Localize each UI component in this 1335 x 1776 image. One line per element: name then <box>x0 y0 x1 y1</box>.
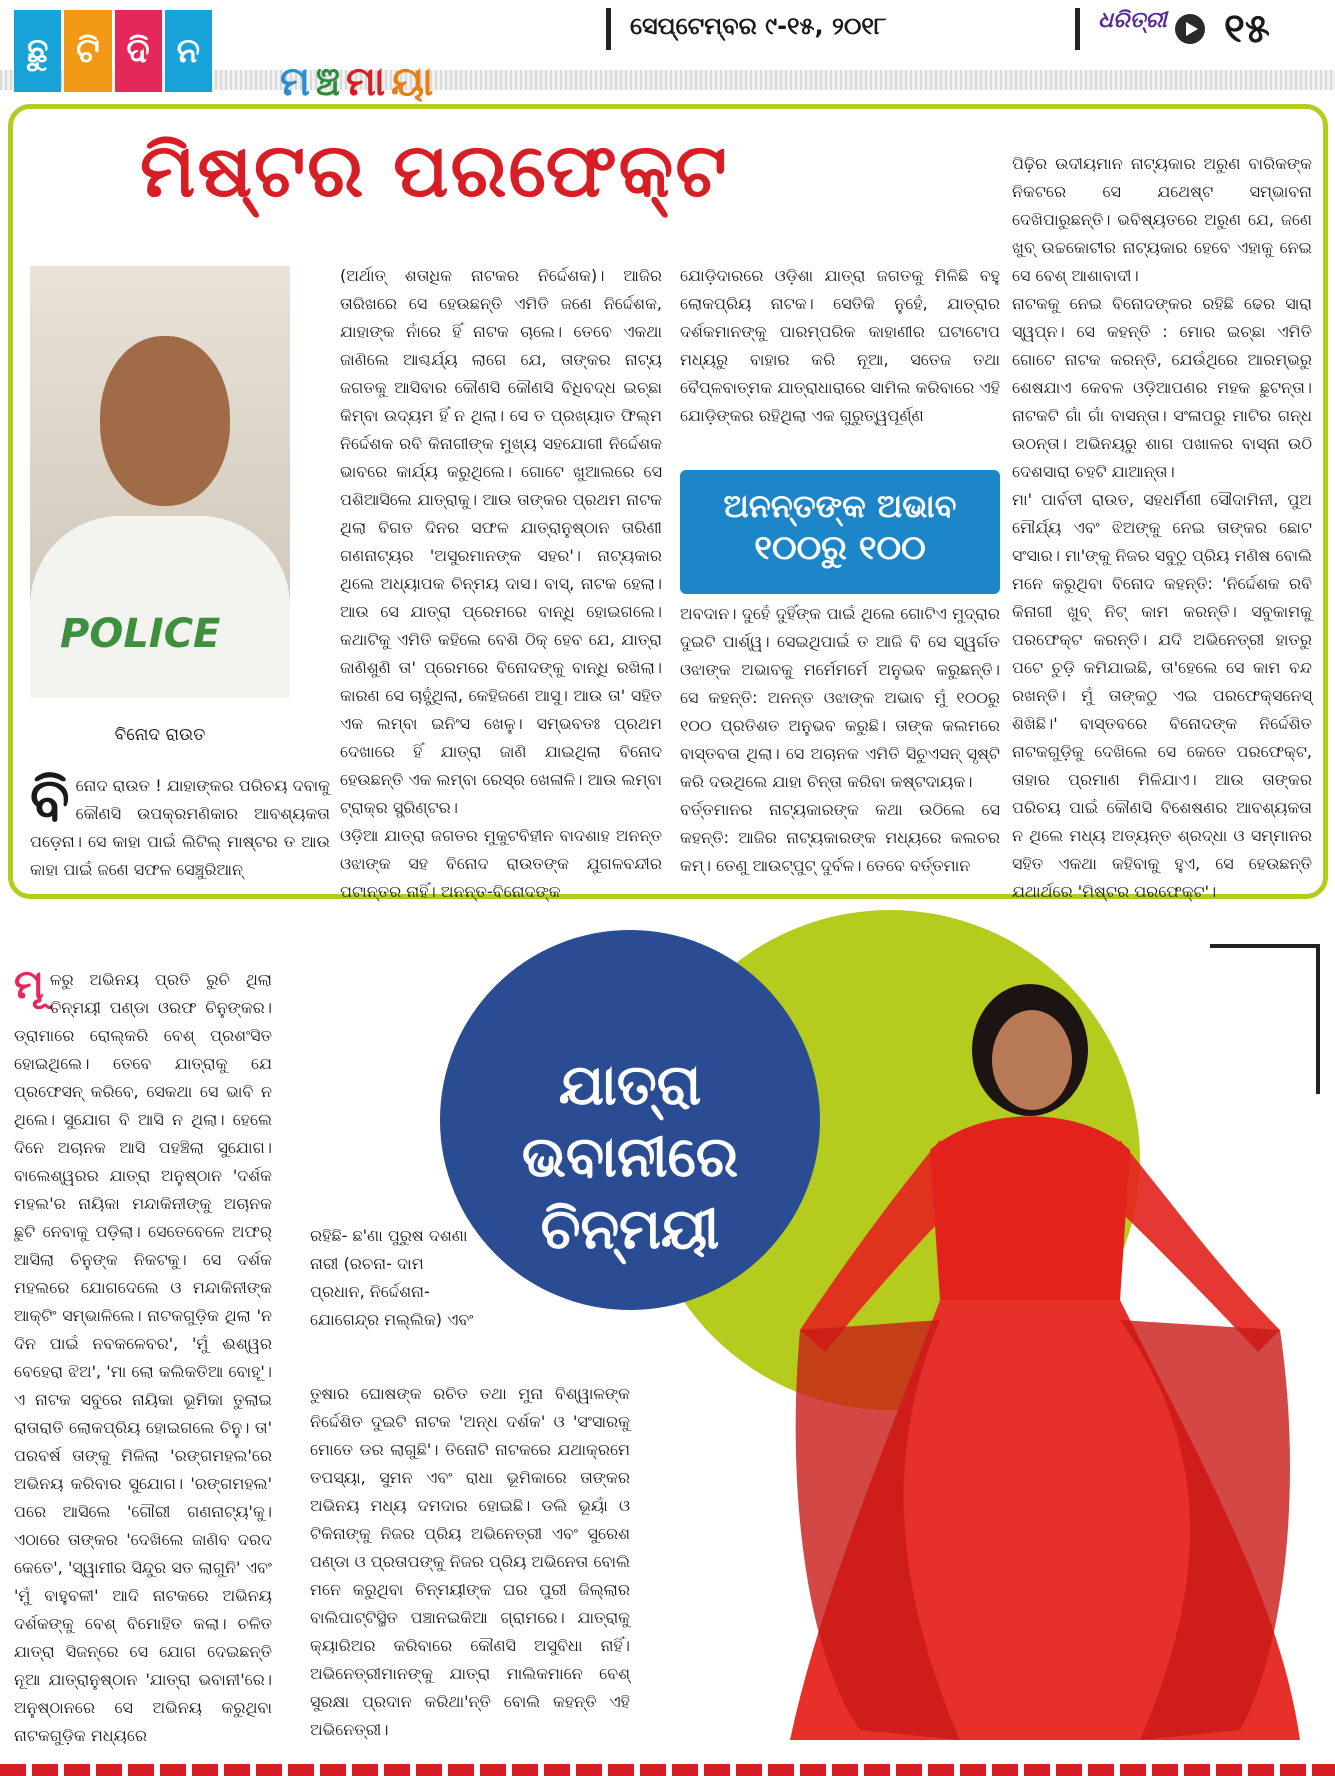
photo-shirt-text: POLICE <box>60 611 221 657</box>
section-letter: ମା <box>346 59 386 105</box>
story1-col4: ପିଢ଼ିର ଉଦୀୟମାନ ନାଟ୍ୟକାର ଅରୁଣ ବାରିକଙ୍କ ନିକଟରେ ସେ ଯଥେଷ୍ଟ ସମ୍ଭାବନା ଦେଖିପାରୁଛନ୍ତି। ଭବିଷ୍ୟତରେ ଅରୁଣ ଯେ, ଜଣେ ଖୁବ୍ ଉଚ୍ଚକୋଟୀର ନାଟ୍ୟକାର ହେବେ ଏହାକୁ ନେଇ ସେ ବେଶ୍ ଆଶାବାଦୀ। ନାଟକକୁ ନେଇ ବିନୋଦଙ୍କର ରହିଛି ଢେର ସାରା ସ୍ୱପ୍ନ। ସେ କହନ୍ତି : ମୋର ଇଚ୍ଛା ଏମିତି ଗୋଟେ ନାଟକ କରନ୍ତି, ଯେଉଁଥିରେ ଆରମ୍ଭରୁ ଶେଷଯାଏ କେବଳ ଓଡ଼ିଆପଣର ମହକ ଛୁଟନ୍ତା। ନାଟକଟି ଗାଁ ଗାଁ ବାସନ୍ତା। ସଂଳାପରୁ ମାଟିର ଗନ୍ଧ ଉଠନ୍ତା। ଅଭିନୟରୁ ଶାଗ ପଖାଳର ବାସ୍ନା ଉଠି ଦେଶସାରା ଚହଟି ଯାଆନ୍ତା। ମା' ପାର୍ବତୀ ରାଉତ, ସହଧର୍ମିଣୀ ସୌଦାମିନୀ, ପୁଅ ମୌର୍ଯ୍ୟ ଏବଂ ଝିଅଙ୍କୁ ନେଇ ତାଙ୍କର ଛୋଟ ସଂସାର। ମା'ଙ୍କୁ ନିଜର ସବୁଠୁ ପ୍ରିୟ ମଣିଷ ବୋଲି ମନେ କରୁଥିବା ବିନୋଦ କହନ୍ତି: 'ନିର୍ଦ୍ଦେଶକ ରବି କିନାଗୀ ଖୁବ୍ ନିଟ୍ କାମ କରନ୍ତି। ସବୁକାମକୁ ପରଫେକ୍ଟ କରନ୍ତି। ଯଦି ଅଭିନେତ୍ରୀ ହାତରୁ ପଟେ ଚୁଡ଼ି କମିଯାଇଛି, ତା'ହେଲେ ସେ କାମ ବନ୍ଦ ରଖନ୍ତି। ମୁଁ ତାଙ୍କଠୁ ଏଇ ପରଫେକ୍ସନେସ୍ ଶିଖିଛି।' ବାସ୍ତବରେ ବିନୋଦଙ୍କ ନିର୍ଦ୍ଦେଶିତ ନାଟକଗୁଡ଼ିକୁ ଦେଖିଲେ ସେ କେତେ ପରଫେକ୍ଟ, ତାହାର ପ୍ରମାଣ ମିଳିଯାଏ। ଆଉ ତାଙ୍କର ପରିଚୟ ପାଇଁ କୌଣସି ବିଶେଷଣର ଆବଶ୍ୟକତା ନ ଥିଲେ ମଧ୍ୟ ଅତ୍ୟନ୍ତ ଶ୍ରଦ୍ଧା ଓ ସମ୍ମାନର ସହିତ ଏକଥା କହିବାକୁ ହୁଏ, ସେ ହେଉଛନ୍ତି ଯଥାର୍ଥରେ 'ମିଷ୍ଟର ପରଫେକ୍ଟ'। <box>1012 154 1312 901</box>
masthead <box>14 10 212 92</box>
page-number: ୧୫ <box>1224 6 1270 52</box>
pull-quote-line1: ଅନନ୍ତଙ୍କ ଅଭାବ <box>723 487 957 525</box>
dropcap: ମୂ <box>14 962 44 1008</box>
header-divider <box>1075 8 1080 50</box>
section-letter: ୟା <box>391 59 434 105</box>
pull-quote-box <box>680 470 1000 594</box>
story1-col2: (ଅର୍ଥାତ୍ ଶତାଧିକ ନାଟକର ନିର୍ଦ୍ଦେଶକ)। ଆଜିର ତାରିଖରେ ସେ ହେଉଛନ୍ତି ଏମିତି ଜଣେ ନିର୍ଦ୍ଦେଶକ, ଯାହାଙ୍କ ନାଁରେ ହିଁ ନାଟକ ଚାଲେ। ତେବେ ଏକଥା ଜାଣିଲେ ଆଶ୍ଚର୍ଯ୍ୟ ଲାଗେ ଯେ, ତାଙ୍କର ନାଟ୍ୟ ଜଗତକୁ ଆସିବାର କୌଣସି କୌଣସି ବିଧିବଦ୍ଧ ଇଚ୍ଛା କିମ୍ବା ଉଦ୍ୟମ ହିଁ ନ ଥିଲା। ସେ ତ ପ୍ରଖ୍ୟାତ ଫିଲ୍ମ ନିର୍ଦ୍ଦେଶକ ରବି କିନାଗୀଙ୍କ ମୁଖ୍ୟ ସହଯୋଗୀ ନିର୍ଦ୍ଦେଶକ ଭାବରେ କାର୍ଯ୍ୟ କରୁଥିଲେ। ଗୋଟେ ଖୁଆଲରେ ସେ ପଶିଆସିଲେ ଯାତ୍ରାକୁ। ଆଉ ତାଙ୍କର ପ୍ରଥମ ନାଟକ ଥିଲା ବିଗତ ଦିନର ସଫଳ ଯାତ୍ରାନୁଷ୍ଠାନ ତାରିଣୀ ଗଣନାଟ୍ୟର 'ଅସୁରମାନଙ୍କ ସହର'। ନାଟ୍ୟକାର ଥିଲେ ଅଧ୍ୟାପକ ଚିନ୍ମୟ ଦାସ। ବାସ୍, ନାଟକ ହେଲା। ଆଉ ସେ ଯାତ୍ରା ପ୍ରେମରେ ବାନ୍ଧି ହୋଇଗଲେ। କଥାଟିକୁ ଏମିତି କହିଲେ ବେଶି ଠିକ୍ ହେବ ଯେ, ଯାତ୍ରା ଜାଣିଶୁଣି ତା' ପ୍ରେମରେ ବିନୋଦଙ୍କୁ ବାନ୍ଧି ରଖିଲା। କାରଣ ସେ ଚାହୁଁଥିଲା, କେହିଜଣେ ଆସୁ। ଆଉ ତା' ସହିତ ଏକ ଲମ୍ବା ଇନିଂସ ଖେଳୁ। ସମ୍ଭବତଃ ପ୍ରଥମ ଦେଖାରେ ହିଁ ଯାତ୍ରା ଜାଣି ଯାଇଥିଲା ବିନୋଦ ହେଉଛନ୍ତି ଏକ ଲମ୍ବା ରେସ୍‌ର ଖେଳାଳି। ଆଉ ଲମ୍ବା ଟ୍ରାକ୍‌ର ସ୍ପ୍ରିଣ୍ଟର। ଓଡ଼ିଆ ଯାତ୍ରା ଜଗତର ମୁକୁଟବିହୀନ ବାଦଶାହ ଅନନ୍ତ ଓଝାଙ୍କ ସହ ବିନୋଦ ରାଉତଙ୍କ ଯୁଗଳବନ୍ଦୀର ପଟାନ୍ତର ନାହିଁ। ଅନନ୍ତ-ବିନୋଦଙ୍କ <box>340 266 662 901</box>
story1-col1-text: ନୋଦ ରାଉତ ! ଯାହାଙ୍କର ପରିଚୟ ଦବାକୁ କୌଣସି ଉପକ୍ରମଣିକାର ଆବଶ୍ୟକତା ପଡ଼େନା। ସେ କାହା ପାଇଁ ଲିଟିଲ୍ ମାଷ୍ଟର ତ ଆଉ କାହା ପାଇଁ ଜଣେ ସଫଳ ସେଞ୍ଚୁରିଆନ୍ <box>30 776 330 879</box>
header-divider <box>606 8 611 50</box>
story1-headline: ମିଷ୍ଟର ପରଫେକ୍ଟ <box>140 128 729 214</box>
pull-quote-line2: ୧୦୦ରୁ ୧୦୦ <box>754 528 926 568</box>
masthead-tile: ଛୁ <box>14 10 61 92</box>
issue-date: ସେପ୍ଟେମ୍ବର ୯-୧୫, ୨୦୧୮ <box>630 12 887 40</box>
story2-col1-text: ଳରୁ ଅଭିନୟ ପ୍ରତି ରୁଚି ଥିଲା ଚିନ୍ମୟୀ ପଣ୍ଡା ଓରଫ ଚିନୁଙ୍କର। ଡ୍ରାମାରେ ରୋଲ୍‌କରି ବେଶ୍ ପ୍ରଶଂସିତ ହୋଇଥିଲେ। ତେବେ ଯାତ୍ରାକୁ ଯେ ପ୍ରଫେସନ୍ କରିବେ, ସେକଥା ସେ ଭାବି ନ ଥିଲେ। ସୁଯୋଗ ବି ଆସି ନ ଥିଲା। ହେଲେ ଦିନେ ଅଚାନକ ଆସି ପହଞ୍ଚିଲା ସୁଯୋଗ। ବାଲେଶ୍ୱରର ଯାତ୍ରା ଅନୁଷ୍ଠାନ 'ଦର୍ଶକ ମହଲ'ର ନାୟିକା ମନ୍ଦାକିନୀଙ୍କୁ ଅଚାନକ ଛୁଟି ନେବାକୁ ପଡ଼ିଲା। ସେତେବେଳେ ଅଫର୍ ଆସିଲା ଚିନୁଙ୍କ ନିକଟକୁ। ସେ ଦର୍ଶକ ମହଲରେ ଯୋଗଦେଲେ ଓ ମନ୍ଦାକିନୀଙ୍କ ଆକ୍ଟିଂ ସମ୍ଭାଳିଲେ। ନାଟକଗୁଡ଼ିକ ଥିଲା 'ନ ଦିନ ପାଇଁ ନବକଳେବର', 'ମୁଁ ଈଶ୍ୱର ବେହେରା ଝିଅ', 'ମା ଲୋ କଲିକତିଆ ବୋହୂ'। ଏ ନାଟକ ସବୁରେ ନାୟିକା ଭୂମିକା ତୁଲାଇ ରାତାରାତି ଲୋକପ୍ରିୟ ହୋଇଗଲେ ଚିନୁ। ତା' ପରବର୍ଷ ତାଙ୍କୁ ମିଳିଲା 'ରଙ୍ଗମହଲ'ରେ ଅଭିନୟ କରିବାର ସୁଯୋଗ। 'ରଙ୍ଗମହଲ' ପରେ ଆସିଲେ 'ଗୌରୀ ଗଣନାଟ୍ୟ'କୁ। ଏଠାରେ ତାଙ୍କର 'ଦେଖିଲେ ଜାଣିବ ଦରଦ କେତେ', 'ସ୍ୱାମୀର ସିନ୍ଦୁର ସତ ଲାଗୁନି' ଏବଂ 'ମୁଁ ବାହୁବଳୀ' ଆଦି ନାଟକରେ ଅଭିନୟ ଦର୍ଶକଙ୍କୁ ବେଶ୍ ବିମୋହିତ କଲା। ଚଳିତ ଯାତ୍ରା ସିଜନ୍‌ରେ ସେ ଯୋଗ ଦେଇଛନ୍ତି ନୂଆ ଯାତ୍ରାନୁଷ୍ଠାନ 'ଯାତ୍ରା ଭବାନୀ'ରେ। ଅନୁଷ୍ଠାନରେ ସେ ଅଭିନୟ କରୁଥିବା ନାଟକଗୁଡ଼ିକ ମଧ୍ୟରେ <box>14 970 272 1745</box>
section-title <box>280 56 590 108</box>
actress-photo <box>780 900 1320 1760</box>
masthead-tile: ଦି <box>115 10 162 92</box>
play-icon <box>1175 14 1205 44</box>
section-letter: ମ <box>280 59 310 105</box>
portrait-photo <box>30 266 290 698</box>
story1-col1 <box>30 765 330 892</box>
photo-caption: ବିନୋଦ ରାଉତ <box>114 725 206 745</box>
story2-headline-line: ଯାତ୍ରା <box>558 1053 702 1118</box>
story2-headline <box>470 1050 790 1266</box>
dropcap: ବି <box>30 765 70 833</box>
photo-face <box>100 336 230 506</box>
story2-col2-narrow: ରହିଛି- ଛ'ଣା ପୁରୁଷ ଦଶଣା ନାରୀ (ରଚନା- ଦାମ ପ୍ରଧାନ, ନିର୍ଦ୍ଦେଶନା- ଯୋଗେନ୍ଦ୍ର ମଲ୍ଲିକ) ଏବଂ <box>310 1226 474 1329</box>
story1-col3-top: ଯୋଡ଼ିଦାରରେ ଓଡ଼ିଶା ଯାତ୍ରା ଜଗତକୁ ମିଳିଛି ବହୁ ଲୋକପ୍ରିୟ ନାଟକ। ସେତିକି ନୁହେଁ, ଯାତ୍ରାର ଦର୍ଶକମାନଙ୍କୁ ପାରମ୍ପରିକ କାହାଣୀର ଘଟାଟୋପ ମଧ୍ୟରୁ ବାହାର କରି ନୂଆ, ସତେଜ ତଥା ବୈପ୍ଳବାତ୍ମକ ଯାତ୍ରାଧାରାରେ ସାମିଲ କରିବାରେ ଏହି ଯୋଡ଼ିଙ୍କର ରହିଥିଲା ଏକ ଗୁରୁତ୍ୱପୂର୍ଣ୍ଣ <box>680 266 1000 425</box>
photo-shirt <box>30 516 290 698</box>
story2-col1 <box>14 962 272 1756</box>
brand-logo: ଧରିତ୍ରୀ <box>1098 8 1167 33</box>
bottom-rule <box>0 1764 1335 1776</box>
story1-col3-bottom: ଅବଦାନ। ଦୁହେଁ ଦୁହିଁଙ୍କ ପାଇଁ ଥିଲେ ଗୋଟିଏ ମୁଦ୍ରାର ଦୁଇଟି ପାର୍ଶ୍ୱ। ସେଇଥିପାଇଁ ତ ଆଜି ବି ସେ ସ୍ୱର୍ଗତ ଓଝାଙ୍କ ଅଭାବକୁ ମର୍ମେମର୍ମେ ଅନୁଭବ କରୁଛନ୍ତି। ସେ କହନ୍ତି: ଅନନ୍ତ ଓଝାଙ୍କ ଅଭାବ ମୁଁ ୧୦୦ରୁ ୧୦୦ ପ୍ରତିଶତ ଅନୁଭବ କରୁଛି। ତାଙ୍କ କଲମରେ ବାସ୍ତବତା ଥିଲା। ସେ ଅଚାନକ ଏମିତି ସିଚୁଏସନ୍ ସୃଷ୍ଟି କରି ଦଉଥିଲେ ଯାହା ଚିନ୍ତା କରିବା କଷ୍ଟଦାୟକ। ବର୍ତ୍ତମାନର ନାଟ୍ୟକାରଙ୍କ କଥା ଉଠିଲେ ସେ କହନ୍ତି: ଆଜିର ନାଟ୍ୟକାରଙ୍କ ମଧ୍ୟରେ କଲଚର କମ୍। ତେଣୁ ଆଉଟ୍‌ପୁଟ୍ ଦୁର୍ବଳ। ତେବେ ବର୍ତ୍ତମାନ <box>680 604 1000 875</box>
masthead-tile: ନ <box>165 10 212 92</box>
story2-headline-line: ଚିନ୍ମୟୀ <box>540 1197 720 1262</box>
story2-headline-line: ଭବାନୀରେ <box>521 1125 739 1190</box>
section-letter: ଞ୍ଚ <box>315 59 341 105</box>
story2-col2-wide: ତୁଷାର ଘୋଷଙ୍କ ରଚିତ ତଥା ମୁନା ବିଶ୍ୱାଳଙ୍କ ନିର୍ଦ୍ଦେଶିତ ଦୁଇଟି ନାଟକ 'ଅନ୍ଧ ଦର୍ଶକ' ଓ 'ସଂସାରକୁ ମୋତେ ଡର ଲାଗୁଛି'। ତିନୋଟି ନାଟକରେ ଯଥାକ୍ରମେ ତପସ୍ୟା, ସୁମନ ଏବଂ ରାଧା ଭୂମିକାରେ ତାଙ୍କର ଅଭିନୟ ମଧ୍ୟ ଦମଦାର ହୋଇଛି। ଡଲି ଭୂୟାଁ ଓ ଟିକିନାଙ୍କୁ ନିଜର ପ୍ରିୟ ଅଭିନେତ୍ରୀ ଏବଂ ସୁରେଶ ପଣ୍ଡା ଓ ପ୍ରତାପଙ୍କୁ ନିଜର ପ୍ରିୟ ଅଭିନେତା ବୋଲି ମନେ କରୁଥିବା ଚିନ୍ମୟୀଙ୍କ ଘର ପୁରୀ ଜିଲ୍ଲାର ବାଲିପାଟ୍ଟିସ୍ଥିତ ପଞ୍ଚାନଇକିଆ ଗ୍ରାମରେ। ଯାତ୍ରାକୁ କ୍ୟାରିଅର କରିବାରେ କୌଣସି ଅସୁବିଧା ନାହିଁ। ଅଭିନେତ୍ରୀମାନଙ୍କୁ ଯାତ୍ରା ମାଲିକମାନେ ବେଶ୍ ସୁରକ୍ଷା ପ୍ରଦାନ କରିଥା'ନ୍ତି ବୋଲି କହନ୍ତି ଏହି ଅଭିନେତ୍ରୀ। <box>310 1384 630 1739</box>
masthead-tile: ଟି <box>64 10 111 92</box>
